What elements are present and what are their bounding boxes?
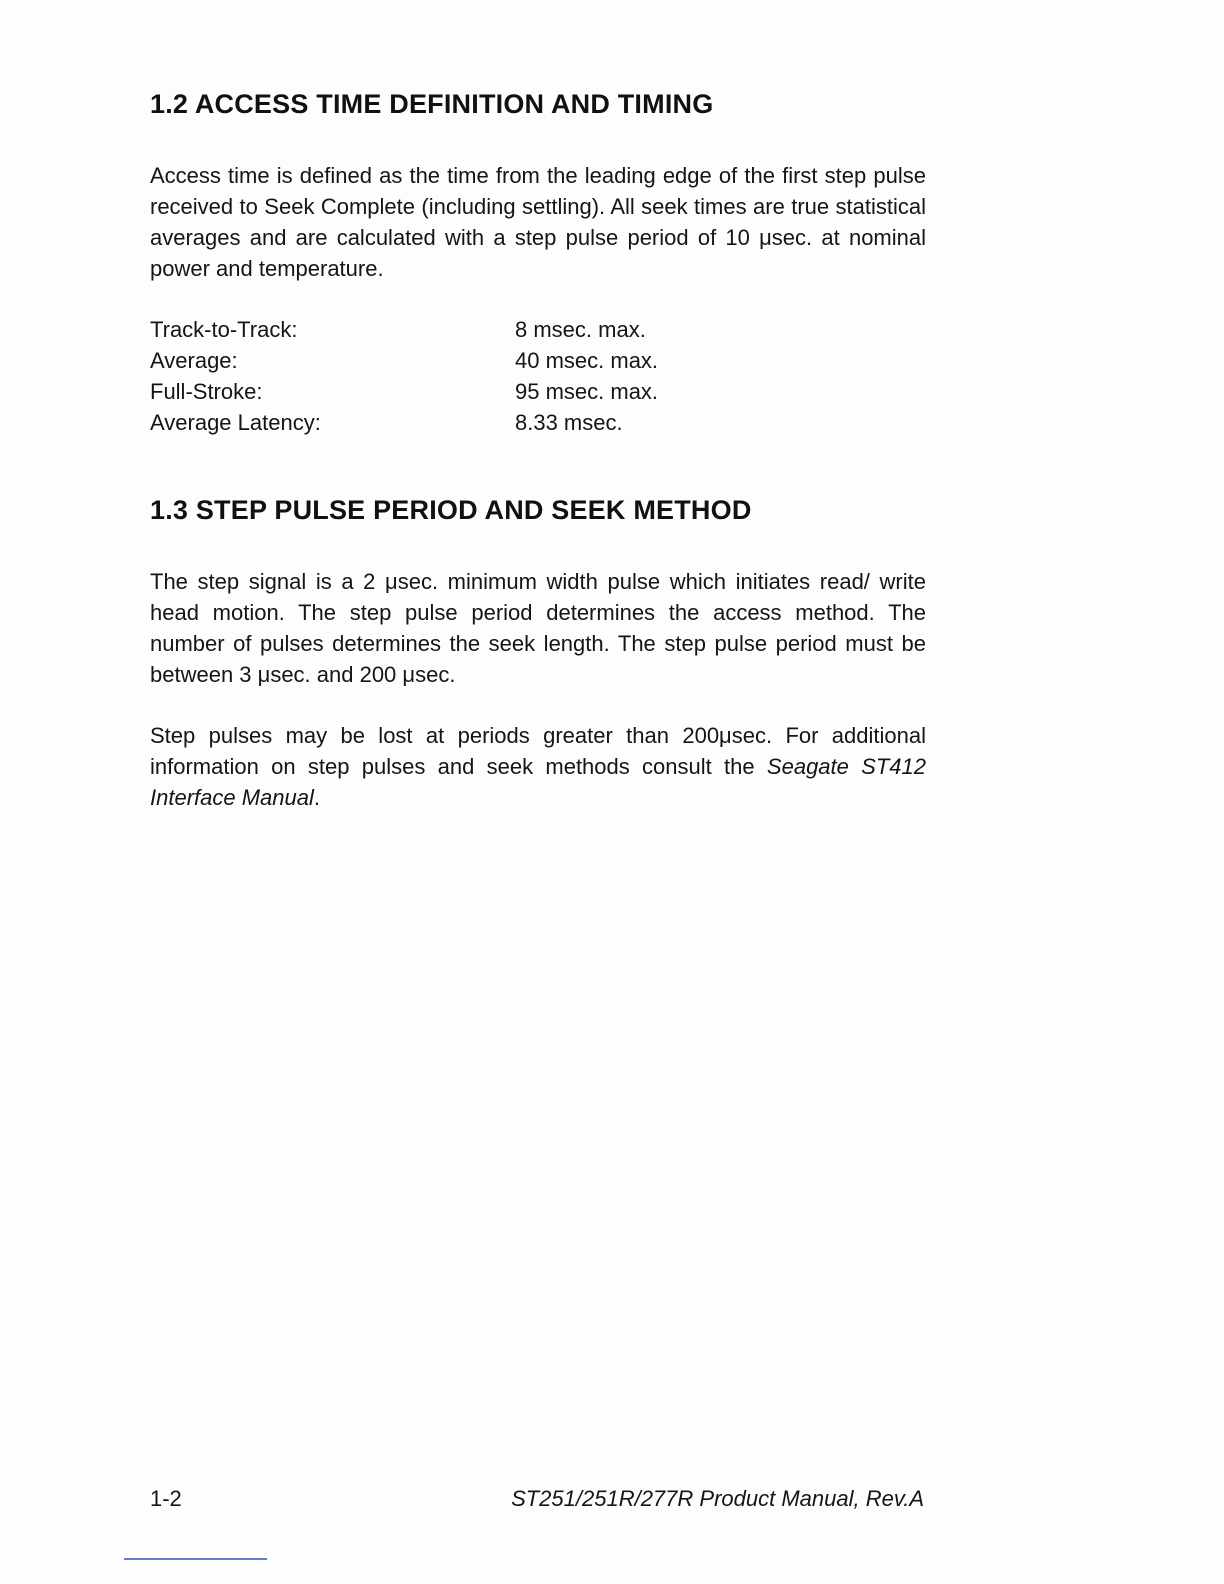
spec-label: Average: <box>150 348 238 373</box>
spec-label: Average Latency: <box>150 410 321 435</box>
spec-row-average <box>150 345 658 376</box>
spec-row-full-stroke <box>150 376 658 407</box>
step-pulses-paragraph <box>150 720 926 813</box>
step-pulses-text: Step pulses may be lost at periods greater than 200μsec. For additional information on step pulses and seek methods consult the <box>150 723 926 779</box>
section-1-2-heading: 1.2 ACCESS TIME DEFINITION AND TIMING <box>150 89 714 119</box>
page-content <box>150 84 926 813</box>
interface-manual-reference: Seagate ST412 Interface Manual <box>150 754 926 810</box>
spec-label: Full-Stroke: <box>150 379 263 404</box>
edge-line <box>124 1558 267 1560</box>
spec-row-average-latency <box>150 407 658 438</box>
spec-value: 95 msec. max. <box>515 379 659 404</box>
spec-value: 8.33 msec. <box>515 410 623 435</box>
spec-label: Track-to-Track: <box>150 317 298 342</box>
spec-value: 40 msec. max. <box>515 348 659 373</box>
access-time-spec-table <box>150 314 658 438</box>
sentence-end: . <box>313 785 320 810</box>
spec-row-track-to-track <box>150 314 658 345</box>
page-number: 1-2 <box>150 1486 182 1511</box>
access-time-paragraph: Access time is defined as the time from the leading edge of the first step pulse received to Seek Complete (including settling). All seek times are true statistical averages and are calculated with a step pulse period of 10 μsec. at nominal power and temperature. <box>150 163 926 281</box>
manual-title: ST251/251R/277R Product Manual, Rev.A <box>511 1486 924 1511</box>
spec-value: 8 msec. max. <box>515 317 646 342</box>
step-signal-paragraph: The step signal is a 2 μsec. minimum width pulse which initiates read/ write head motion. The step pulse period determines the access method. The number of pulses determines the seek length. The step pulse period must be between 3 μsec. and 200 μsec. <box>150 569 926 687</box>
section-1-3-heading: 1.3 STEP PULSE PERIOD AND SEEK METHOD <box>150 495 752 525</box>
